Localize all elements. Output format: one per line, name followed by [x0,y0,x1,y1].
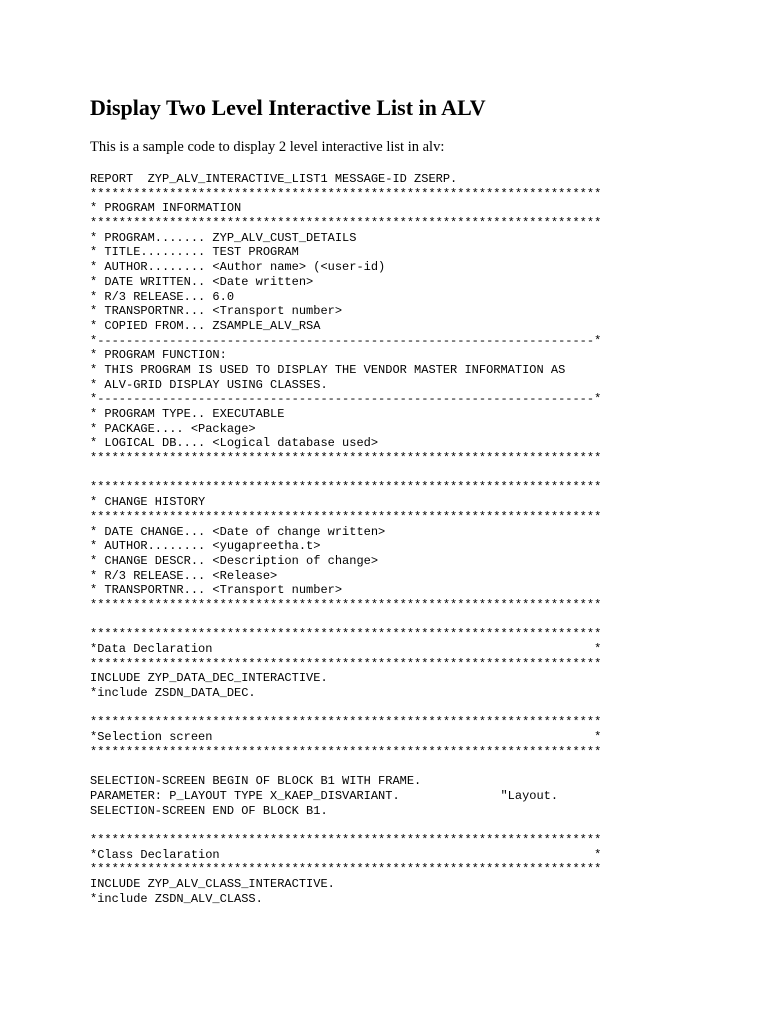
code-line: * TITLE......... TEST PROGRAM [90,245,299,260]
code-line: * PROGRAM....... ZYP_ALV_CUST_DETAILS [90,230,357,245]
code-line: *********************************************************************** [90,744,602,759]
code-line: *---------------------------------------------------------------------* [90,333,602,348]
code-line: *Class Declaration * [90,847,602,862]
code-line: *********************************************************************** [90,186,602,201]
code-line: SELECTION-SCREEN END OF BLOCK B1. [90,803,328,818]
code-line: *********************************************************************** [90,509,602,524]
code-line: * DATE CHANGE... <Date of change written> [90,524,386,539]
code-line: * R/3 RELEASE... 6.0 [90,289,235,304]
code-line: * TRANSPORTNR... <Transport number> [90,583,343,598]
code-line [90,818,750,833]
code-line [90,613,750,628]
code-line: * THIS PROGRAM IS USED TO DISPLAY THE VENDOR MASTER INFORMATION AS [90,362,566,377]
code-line: *********************************************************************** [90,216,602,231]
code-line [90,466,750,481]
code-line: * DATE WRITTEN.. <Date written> [90,274,314,289]
code-line: *********************************************************************** [90,451,602,466]
code-line: *********************************************************************** [90,862,602,877]
code-line: *********************************************************************** [90,715,602,730]
code-line: * CHANGE DESCR.. <Description of change> [90,553,379,568]
code-line: *Selection screen * [90,730,602,745]
code-line: *********************************************************************** [90,832,602,847]
code-line: *include ZSDN_DATA_DEC. [90,686,256,701]
intro-text: This is a sample code to display 2 level interactive list in alv: [90,139,445,155]
code-line: * PACKAGE.... <Package> [90,421,256,436]
code-line: * PROGRAM INFORMATION [90,201,242,216]
code-line: *Data Declaration * [90,642,602,656]
code-line: * PROGRAM FUNCTION: [90,348,227,363]
code-line: PARAMETER: P_LAYOUT TYPE X_KAEP_DISVARIANT. "Layout. [90,788,559,803]
document-title: Display Two Level Interactive List in ALV [90,95,486,120]
code-line: * PROGRAM TYPE.. EXECUTABLE [90,407,285,421]
code-line: * ALV-GRID DISPLAY USING CLASSES. [90,377,328,392]
code-line [90,701,750,716]
code-line: *include ZSDN_ALV_CLASS. [90,891,263,906]
code-line: INCLUDE ZYP_DATA_DEC_INTERACTIVE. [90,671,328,686]
code-line: *********************************************************************** [90,480,602,495]
code-line: * COPIED FROM... ZSAMPLE_ALV_RSA [90,318,321,333]
code-line: *---------------------------------------------------------------------* [90,392,602,407]
code-listing [90,172,750,906]
code-line: *********************************************************************** [90,597,602,612]
code-line: INCLUDE ZYP_ALV_CLASS_INTERACTIVE. [90,877,335,891]
code-line: SELECTION-SCREEN BEGIN OF BLOCK B1 WITH FRAME. [90,774,422,789]
code-line: * AUTHOR........ <yugapreetha.t> [90,539,321,554]
code-line: REPORT ZYP_ALV_INTERACTIVE_LIST1 MESSAGE-ID ZSERP. [90,172,458,186]
code-line: * TRANSPORTNR... <Transport number> [90,304,343,319]
code-line: * AUTHOR........ <Author name> (<user-id) [90,260,386,275]
code-line: * LOGICAL DB.... <Logical database used> [90,436,379,451]
code-line: * R/3 RELEASE... <Release> [90,568,278,583]
code-line: * CHANGE HISTORY [90,495,206,510]
code-line: *********************************************************************** [90,627,602,642]
code-line: *********************************************************************** [90,656,602,671]
code-line [90,760,750,775]
